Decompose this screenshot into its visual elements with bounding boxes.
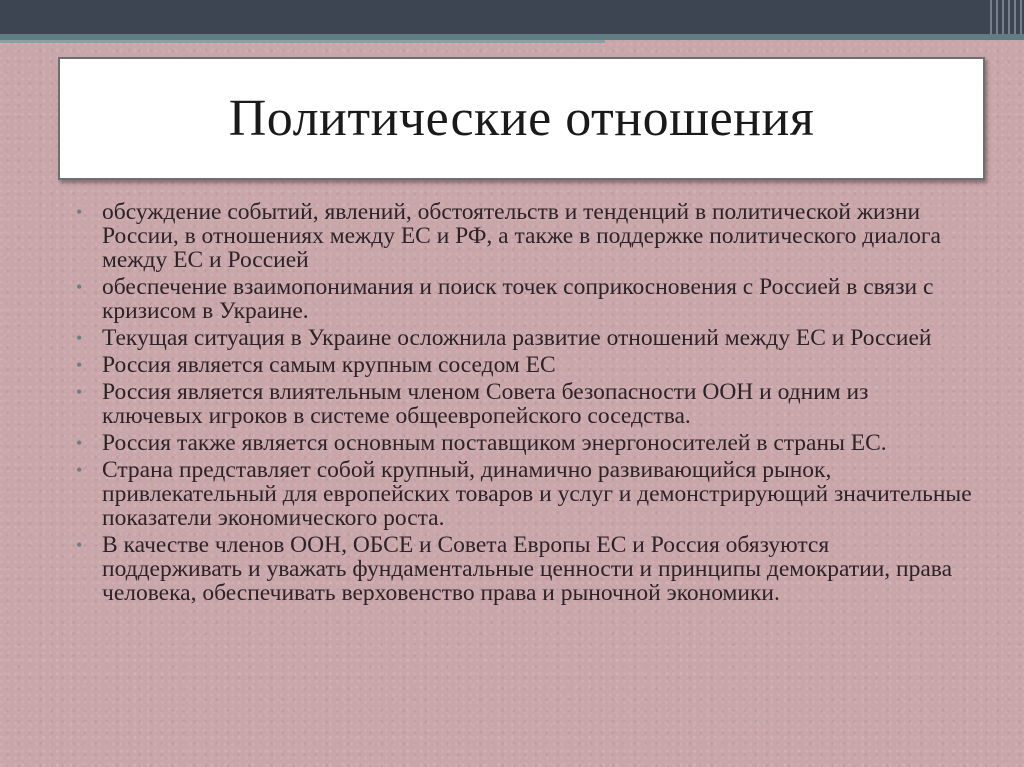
bullet-icon: •	[76, 382, 83, 402]
slide-title: Политические отношения	[228, 90, 815, 147]
bullet-item	[74, 353, 974, 377]
bullet-text: Россия является самым крупным соседом ЕС	[102, 352, 556, 378]
bullet-item	[74, 431, 974, 455]
bullet-icon: •	[76, 355, 83, 375]
bullet-text: Россия также является основным поставщиком энергоносителей в страны ЕС.	[102, 430, 887, 456]
bullet-icon: •	[76, 460, 83, 480]
title-box	[58, 57, 985, 180]
bullet-item	[74, 380, 974, 428]
bullet-item	[74, 200, 974, 272]
bullet-list	[74, 200, 974, 608]
bullet-icon: •	[76, 328, 83, 348]
bullet-icon: •	[76, 202, 83, 222]
bullet-text: Текущая ситуация в Украине осложнила развитие отношений между ЕС и Россией	[102, 325, 932, 351]
bullet-item	[74, 275, 974, 323]
top-bar	[0, 0, 1024, 34]
accent-stripe-light	[0, 40, 605, 43]
bullet-text: В качестве членов ООН, ОБСЕ и Совета Европы ЕС и Россия обязуются поддерживать и уважать фундаментальные ценности и принципы демократии, права человека, обеспечивать верховенство права и рыночной экономики.	[102, 532, 953, 606]
bullet-text: обсуждение событий, явлений, обстоятельств и тенденций в политической жизни России, в отношениях между ЕС и РФ, а также в поддержке политического диалога между ЕС и Россией	[102, 199, 941, 273]
bullet-text: обеспечение взаимопонимания и поиск точек соприкосновения с Россией в связи с кризисом в Украине.	[102, 274, 934, 324]
bullet-item	[74, 326, 974, 350]
bullet-text: Россия является влиятельным членом Совета безопасности ООН и одним из ключевых игроков в системе общеевропейского соседства.	[102, 379, 869, 429]
bullet-text: Страна представляет собой крупный, динамично развивающийся рынок, привлекательный для европейских товаров и услуг и демонстрирующий значительные показатели экономического роста.	[102, 457, 972, 531]
bullet-item	[74, 458, 974, 530]
bullet-icon: •	[76, 277, 83, 297]
bullet-icon: •	[76, 433, 83, 453]
bullet-icon: •	[76, 535, 83, 555]
bullet-item	[74, 533, 974, 605]
